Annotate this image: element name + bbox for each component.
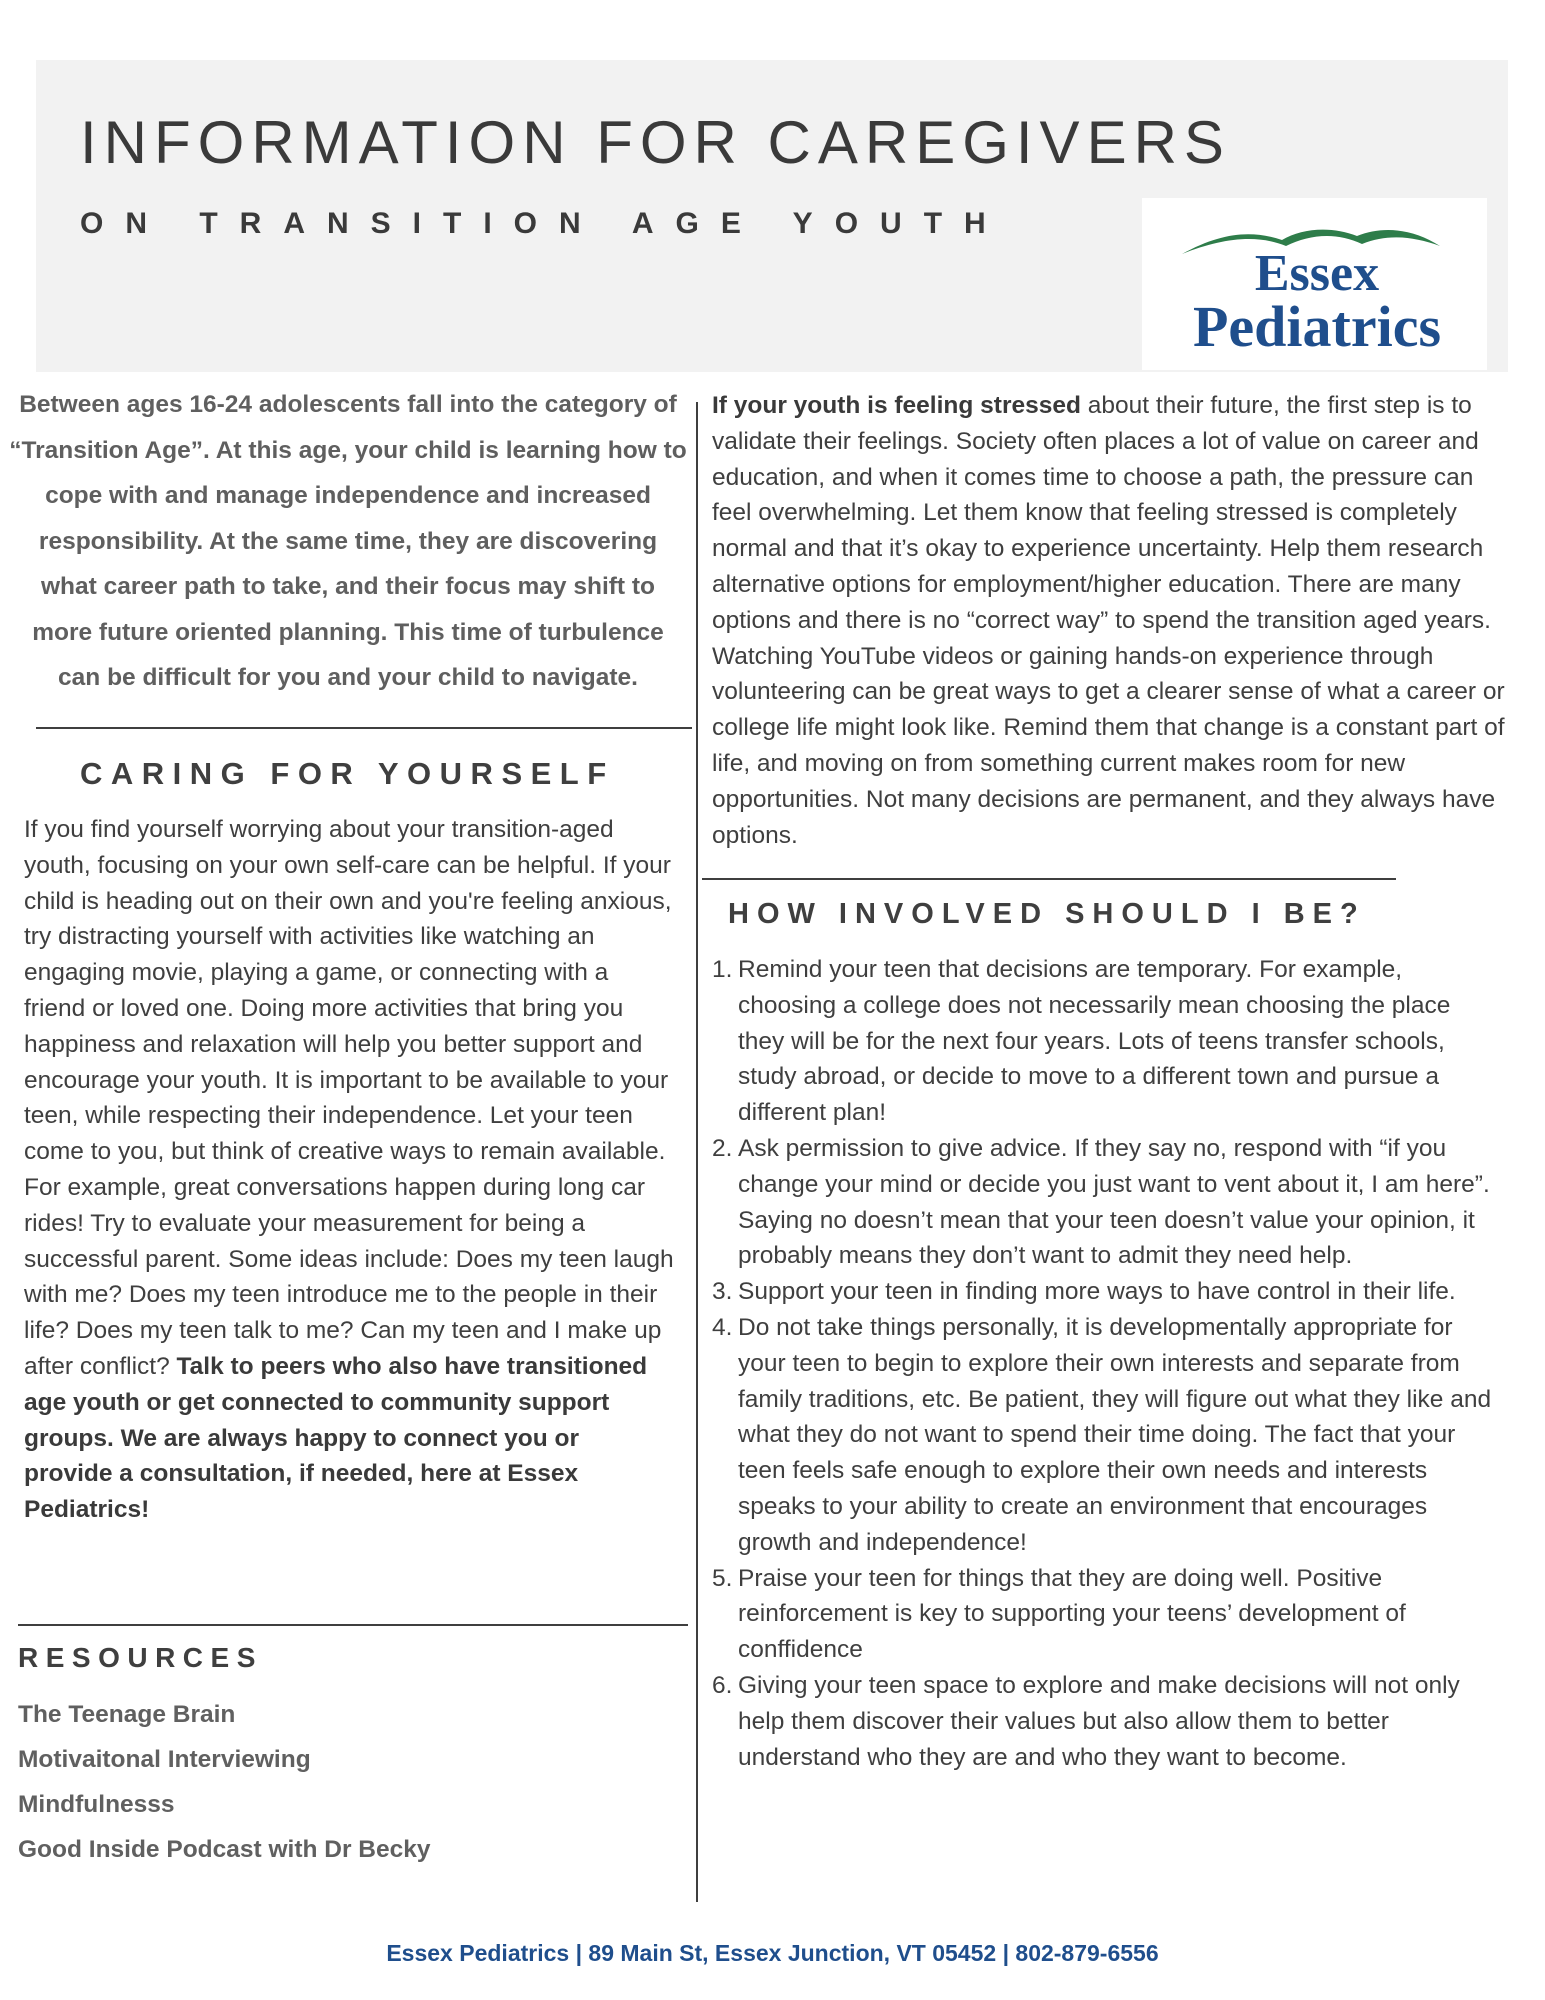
list-item — [712, 1310, 1502, 1561]
resources-heading: RESOURCES — [18, 1642, 263, 1673]
list-item — [712, 1131, 1502, 1274]
intro-paragraph: Between ages 16-24 adolescents fall into the category of “Transition Age”. At this age, your child is learning how to cope with and manage independence and increased responsibility. At the same time, they are discovering what career path to take, and their focus may shift to more future oriented planning. This time of turbulence can be difficult for you and your child to navigate. — [9, 391, 687, 691]
list-item-text: Do not take things personally, it is developmentally appropriate for your teen to begin to explore their own interests and separate from family traditions, etc. Be patient, they will figure out what they like and what they do not want to spend their time doing. The fact that your teen feels safe enough to explore their own needs and interests speaks to your ability to create an environment that encourages growth and independence! — [738, 1313, 1492, 1556]
stressed-paragraph — [712, 388, 1512, 853]
list-item — [712, 952, 1502, 1131]
list-number: 4. — [712, 1313, 733, 1341]
list-number: 5. — [712, 1564, 733, 1592]
caring-body-bold: Talk to peers who also have transitioned age youth or get connected to community support groups. We are always happy to connect you or provide a consultation, if needed, here at Essex Pediatrics! — [24, 1352, 648, 1524]
list-number: 2. — [712, 1134, 733, 1162]
list-item-text: Ask permission to give advice. If they say no, respond with “if you change your mind or decide you just want to vent about it, I am here”. Saying no doesn’t mean that your teen doesn’t value your opinion, it probably means they don’t want to admit they need help. — [738, 1134, 1490, 1270]
logo-line-pediatrics: Pediatrics — [1192, 294, 1442, 359]
divider — [702, 878, 1396, 880]
stressed-lead: If your youth is feeling stressed — [712, 392, 1081, 419]
logo-line-essex: Essex — [1254, 245, 1380, 302]
list-item-text: Giving your teen space to explore and make decisions will not only help them discover their values but also allow them to better understand who they are and who they want to become. — [738, 1671, 1460, 1771]
resources-list — [18, 1692, 678, 1872]
list-item-text: Praise your teen for things that they are doing well. Positive reinforcement is key to supporting your teens’ development of conffidence — [738, 1564, 1406, 1664]
list-item — [712, 1274, 1502, 1310]
involved-heading: HOW INVOLVED SHOULD I BE? — [728, 898, 1366, 930]
stressed-body: about their future, the first step is to validate their feelings. Society often places a lot of value on career and education, and when it comes time to choose a path, the pressure can feel overwhelming. Let them know that feeling stressed is completely normal and that it’s okay to experience uncertainty. Help them research alternative options for employment/higher education. There are many options and there is no “correct way” to spend the transition aged years. Watching YouTube videos or gaining hands-on experience through volunteering can be great ways to get a clearer sense of what a career or college life might look like. Remind them that change is a constant part of life, and moving on from something current makes room for new opportunities. Not many decisions are permanent, and they always have options. — [712, 392, 1505, 849]
resource-link[interactable]: Good Inside Podcast with Dr Becky — [18, 1836, 431, 1863]
involved-list — [712, 952, 1502, 1775]
divider — [18, 1624, 688, 1626]
page-title: INFORMATION FOR CAREGIVERS — [80, 109, 1231, 176]
list-item-text: Remind your teen that decisions are temporary. For example, choosing a college does not necessarily mean choosing the place they will be for the next four years. Lots of teens transfer schools, study abroad, or decide to move to a different town and pursue a different plan! — [738, 956, 1451, 1127]
list-item-text: Support your teen in finding more ways to have control in their life. — [738, 1278, 1456, 1306]
essex-pediatrics-logo — [1142, 198, 1487, 370]
footer-contact: Essex Pediatrics | 89 Main St, Essex Junction, VT 05452 | 802-879-6556 — [386, 1940, 1159, 1966]
caring-heading: CARING FOR YOURSELF — [80, 756, 615, 791]
column-divider — [696, 402, 698, 1902]
resource-link[interactable]: Motivaitonal Interviewing — [18, 1746, 311, 1773]
list-item — [712, 1668, 1502, 1775]
list-item — [712, 1561, 1502, 1668]
page-subtitle: ON TRANSITION AGE YOUTH — [80, 207, 1008, 240]
list-number: 1. — [712, 956, 733, 983]
caring-body: If you find yourself worrying about your transition-aged youth, focusing on your own self-care can be helpful. If your child is heading out on their own and you're feeling anxious, try distracting yourself with activities like watching an engaging movie, playing a game, or connecting with a friend or loved one. Doing more activities that bring you happiness and relaxation will help you better support and encourage your youth. It is important to be available to your teen, while respecting their independence. Let your teen come to you, but think of creative ways to remain available. For example, great conversations happen during long car rides! Try to evaluate your measurement for being a successful parent. Some ideas include: Does my teen laugh with me? Does my teen introduce me to the people in their life? Does my teen talk to me? Can my teen and I make up after conflict? — [24, 816, 674, 1380]
resource-link[interactable]: The Teenage Brain — [18, 1701, 236, 1728]
list-number: 3. — [712, 1278, 733, 1306]
divider — [36, 727, 692, 729]
caring-paragraph — [24, 812, 674, 1528]
resource-link[interactable]: Mindfulnesss — [18, 1791, 175, 1818]
list-number: 6. — [712, 1671, 733, 1699]
